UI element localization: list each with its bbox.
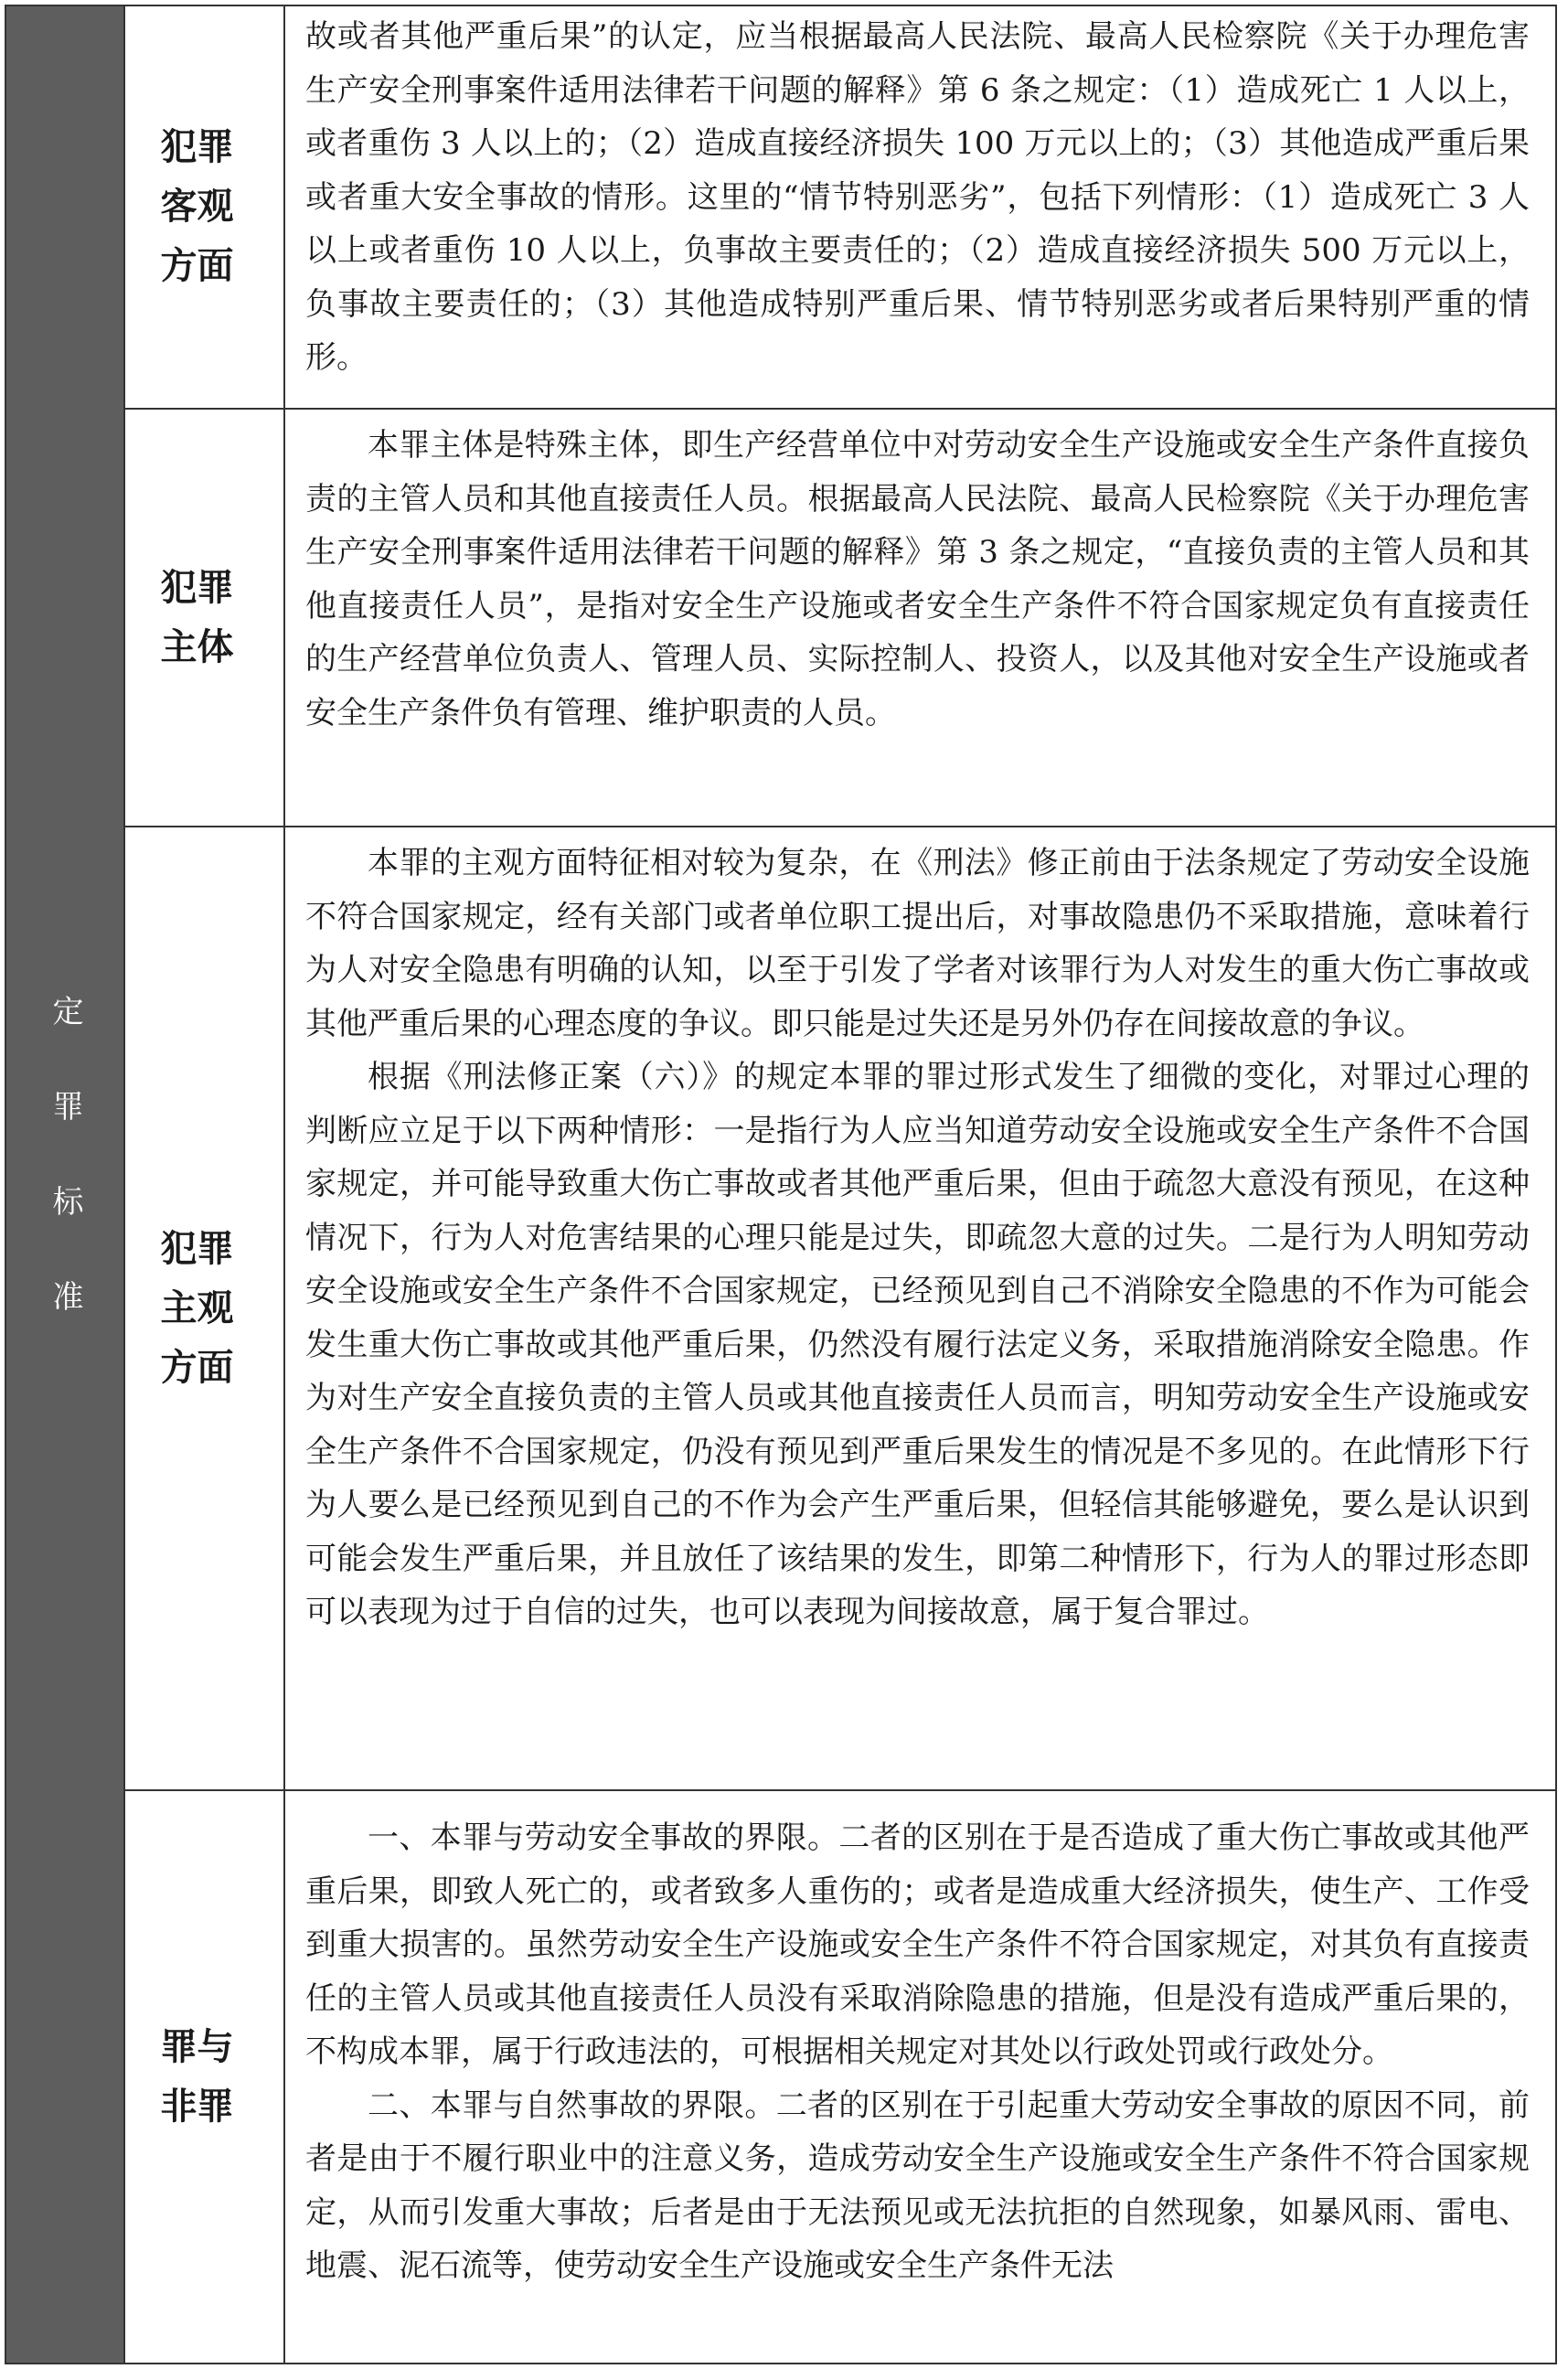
row-content-cell xyxy=(285,410,1555,827)
criteria-table xyxy=(5,5,1557,2364)
row-label-cell xyxy=(125,6,285,410)
row-content-cell xyxy=(285,1791,1555,2363)
paragraph: 一、本罪与劳动安全事故的界限。二者的区别在于是否造成了重大伤亡事故或其他严重后果，即致人死亡的，或者致多人重伤的；或者是造成重大经济损失，使生产、工作受到重大损害的。虽然劳动安全生产设施或安全生产条件不符合国家规定，对其负有直接责任的主管人员或其他直接责任人员没有采取消除隐患的措施，但是没有造成严重后果的，不构成本罪，属于行政违法的，可根据相关规定对其处以行政处罚或行政处分。 xyxy=(305,1819,1530,2070)
paragraph: 本罪的主观方面特征相对较为复杂，在《刑法》修正前由于法条规定了劳动安全设施不符合国家规定，经有关部门或者单位职工提出后，对事故隐患仍不采取措施，意味着行为人对安全隐患有明确的认知，以至于引发了学者对该罪行为人对发生的重大伤亡事故或其他严重后果的心理态度的争议。即只能是过失还是另外仍存在间接故意的争议。 xyxy=(305,845,1530,1042)
paragraph: 二、本罪与自然事故的界限。二者的区别在于引起重大劳动安全事故的原因不同，前者是由于不履行职业中的注意义务，造成劳动安全生产设施或安全生产条件不符合国家规定，从而引发重大事故；后者是由于无法预见或无法抗拒的自然现象，如暴风雨、雷电、地震、泥石流等，使劳动安全生产设施或安全生产条件无法 xyxy=(305,2086,1530,2284)
side-header-cell xyxy=(6,6,125,2363)
paragraph: 故或者其他严重后果”的认定，应当根据最高人民法院、最高人民检察院《关于办理危害生产安全刑事案件适用法律若干问题的解释》第 6 条之规定：（1）造成死亡 1 人以上，或者重伤 3 人以上的；（2）造成直接经济损失 100 万元以上的；（3）其他造成严重后果或者重大安全事故的情形。这里的“情节特别恶劣”，包括下列情形：（1）造成死亡 3 人以上或者重伤 10 人以上，负事故主要责任的；（2）造成直接经济损失 500 万元以上，负事故主要责任的；（3）其他造成特别严重后果、情节特别恶劣或者后果特别严重的情形。 xyxy=(305,18,1530,376)
row-label-cell xyxy=(125,1791,285,2363)
row-content-cell xyxy=(285,6,1555,410)
row-label-subject: 犯罪主体 xyxy=(160,566,234,668)
row-content-cell xyxy=(285,827,1555,1791)
row-label-cell xyxy=(125,827,285,1791)
row-label-subjective-aspect: 犯罪主观方面 xyxy=(160,1227,234,1389)
row-label-crime-or-not: 罪与非罪 xyxy=(160,2025,234,2128)
row-label-objective-aspect: 犯罪客观方面 xyxy=(160,126,234,287)
paragraph: 根据《刑法修正案（六）》的规定本罪的罪过形式发生了细微的变化，对罪过心理的判断应立足于以下两种情形：一是指行为人应当知道劳动安全设施或安全生产条件不合国家规定，并可能导致重大伤亡事故或者其他严重后果，但由于疏忽大意没有预见，在这种情况下，行为人对危害结果的心理只能是过失，即疏忽大意的过失。二是行为人明知劳动安全设施或安全生产条件不合国家规定，已经预见到自己不消除安全隐患的不作为可能会发生重大伤亡事故或其他严重后果，仍然没有履行法定义务，采取措施消除安全隐患。作为对生产安全直接负责的主管人员或其他直接责任人员而言，明知劳动安全生产设施或安全生产条件不合国家规定，仍没有预见到严重后果发生的情况是不多见的。在此情形下行为人要么是已经预见到自己的不作为会产生严重后果，但轻信其能够避免，要么是认识到可能会发生严重后果，并且放任了该结果的发生，即第二种情形下，行为人的罪过形态即可以表现为过于自信的过失，也可以表现为间接故意，属于复合罪过。 xyxy=(305,1059,1530,1630)
row-label-cell xyxy=(125,410,285,827)
paragraph: 本罪主体是特殊主体，即生产经营单位中对劳动安全生产设施或安全生产条件直接负责的主管人员和其他直接责任人员。根据最高人民法院、最高人民检察院《关于办理危害生产安全刑事案件适用法律若干问题的解释》第 3 条之规定，“直接负责的主管人员和其他直接责任人员”，是指对安全生产设施或者安全生产条件不符合国家规定负有直接责任的生产经营单位负责人、管理人员、实际控制人、投资人，以及其他对安全生产设施或者安全生产条件负有管理、维护职责的人员。 xyxy=(305,427,1530,731)
side-header-title: 定罪标准 xyxy=(47,994,83,1375)
